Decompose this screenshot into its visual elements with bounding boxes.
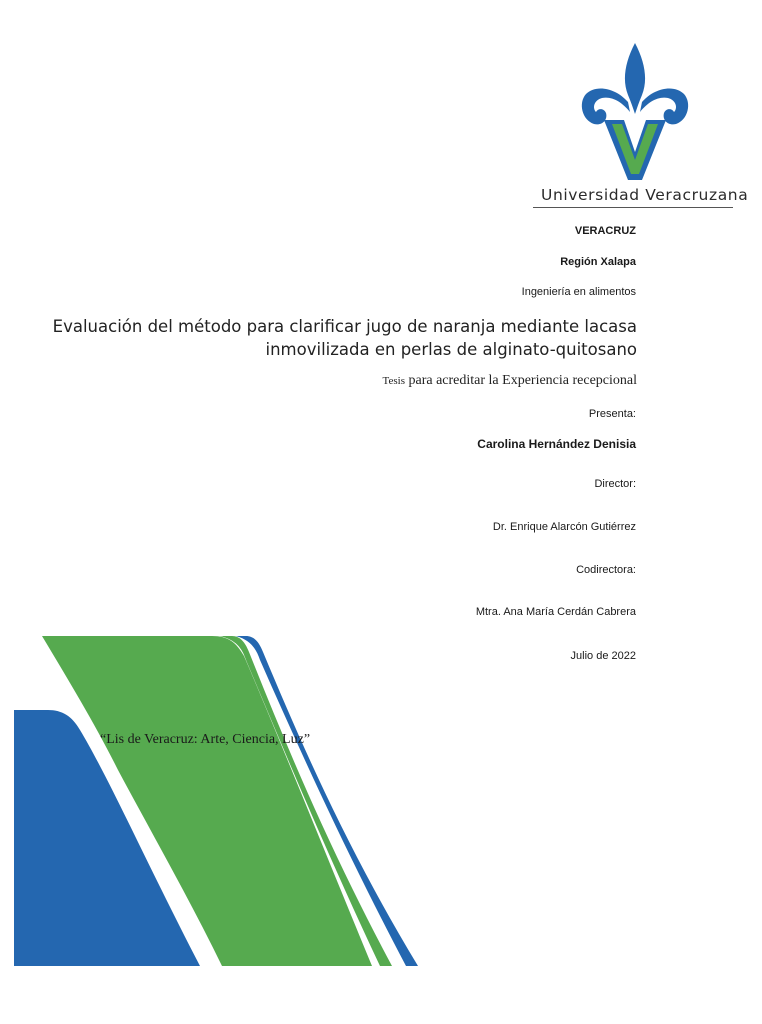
region: Región Xalapa [560,256,636,268]
thesis-purpose-text: para acreditar la Experiencia recepcional [404,373,637,388]
program: Ingeniería en alimentos [521,286,636,298]
director-label: Director: [594,478,636,490]
thesis-title-line-2: inmovilizada en perlas de alginato-quitosano [265,340,637,359]
region-state: VERACRUZ [574,225,636,237]
university-motto: “Lis de Veracruz: Arte, Ciencia, Luz” [100,732,311,747]
thesis-title-line-1: Evaluación del método para clarificar jugo de naranja mediante lacasa [52,317,637,336]
presenter-name: Carolina Hernández Denisia [477,437,636,451]
presenter-label: Presenta: [588,408,636,420]
thesis-title [53,315,637,361]
thesis-purpose [383,373,637,389]
codirector-name: Mtra. Ana María Cerdán Cabrera [475,606,636,618]
codirector-label: Codirectora: [576,564,636,576]
university-name-rule [533,207,733,208]
university-logo-icon [578,40,693,185]
university-name: Universidad Veracruzana [541,186,749,204]
thesis-purpose-prefix: Tesis [382,375,405,387]
director-name: Dr. Enrique Alarcón Gutiérrez [492,521,636,533]
decorative-ribbon [0,630,430,970]
date: Julio de 2022 [570,650,636,662]
